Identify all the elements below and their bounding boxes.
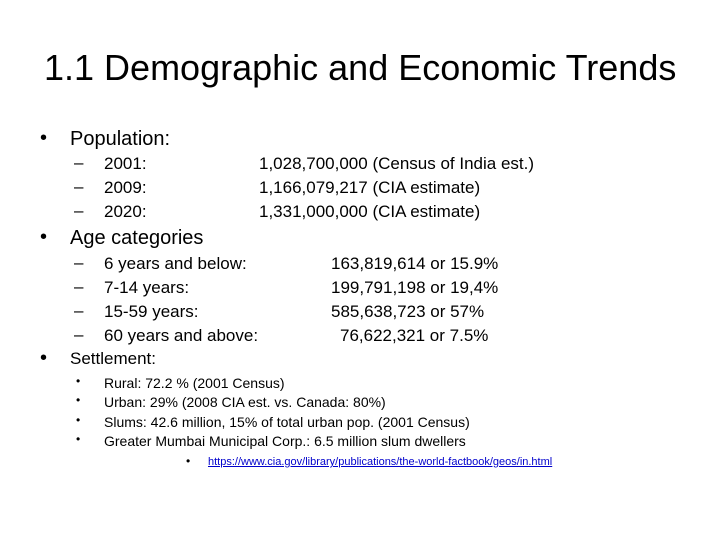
bullet-icon: • [76, 432, 81, 446]
population-value-2020: 1,331,000,000 (CIA estimate) [259, 202, 481, 221]
dash-icon: – [74, 253, 84, 272]
population-value-2001: 1,028,700,000 (Census of India est.) [259, 154, 535, 173]
bullet-icon: • [76, 413, 81, 427]
settlement-heading: Settlement: [70, 349, 156, 368]
settlement-item: Slums: 42.6 million, 15% of total urban pop. (2001 Census) [104, 414, 470, 430]
age-label: 6 years and below: [104, 254, 247, 273]
bullet-icon: • [186, 454, 191, 468]
dash-icon: – [74, 277, 84, 296]
age-value: 163,819,614 or 15.9% [331, 254, 499, 273]
bullet-icon: • [76, 374, 81, 388]
age-value: 585,638,723 or 57% [331, 302, 485, 321]
population-label-2001: 2001: [104, 154, 147, 173]
dash-icon: – [74, 325, 84, 344]
age-value: 76,622,321 or 7.5% [340, 326, 489, 345]
source-link[interactable]: https://www.cia.gov/library/publications/the-world-factbook/geos/in.html [208, 456, 553, 468]
age-heading: Age categories [70, 227, 204, 249]
dash-icon: – [74, 153, 84, 172]
population-heading: Population: [70, 128, 171, 150]
dash-icon: – [74, 201, 84, 220]
age-label: 15-59 years: [104, 302, 199, 321]
bullet-icon: • [40, 226, 48, 248]
slide-title: 1.1 Demographic and Economic Trends [44, 47, 677, 88]
bullet-icon: • [76, 393, 81, 407]
age-value: 199,791,198 or 19,4% [331, 278, 499, 297]
population-label-2020: 2020: [104, 202, 147, 221]
population-value-2009: 1,166,079,217 (CIA estimate) [259, 178, 481, 197]
settlement-item: Greater Mumbai Municipal Corp.: 6.5 million slum dwellers [104, 433, 466, 449]
population-label-2009: 2009: [104, 178, 147, 197]
dash-icon: – [74, 177, 84, 196]
age-label: 7-14 years: [104, 278, 190, 297]
bullet-icon: • [40, 127, 48, 149]
settlement-item: Urban: 29% (2008 CIA est. vs. Canada: 80%) [104, 394, 386, 410]
settlement-item: Rural: 72.2 % (2001 Census) [104, 375, 285, 391]
age-label: 60 years and above: [104, 326, 259, 345]
dash-icon: – [74, 301, 84, 320]
bullet-icon: • [40, 347, 48, 369]
